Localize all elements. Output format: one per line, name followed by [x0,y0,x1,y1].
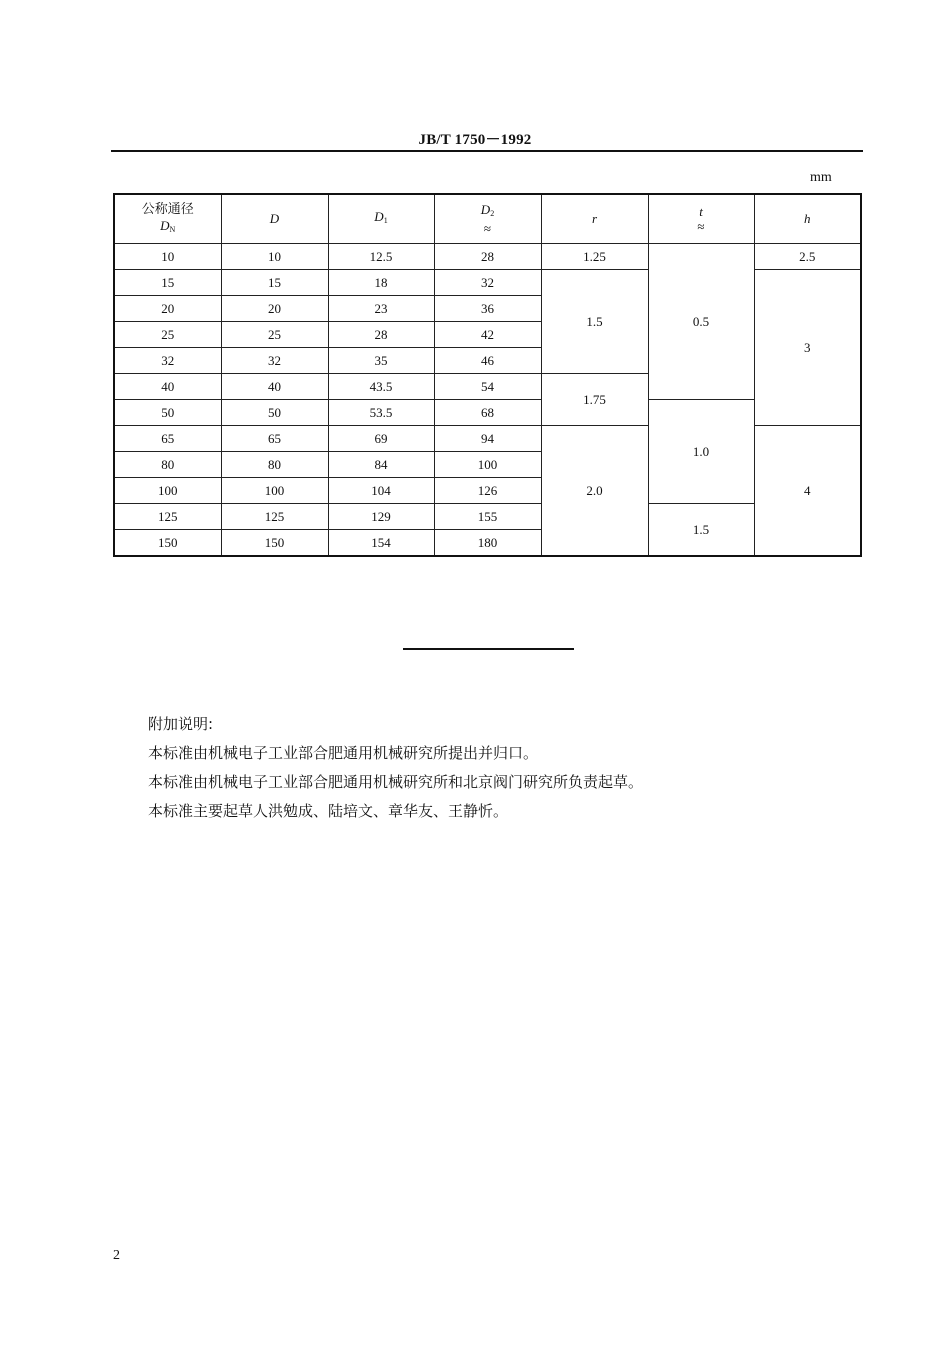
cell-d2: 94 [434,426,541,452]
header-d-label: D [269,211,280,226]
table-row [114,244,861,270]
additional-notes [148,710,868,826]
table-row [114,504,861,530]
cell-dn: 10 [114,244,221,270]
cell-d: 65 [221,426,328,452]
cell-dn: 150 [114,530,221,557]
standard-code-header: JB/T 1750－1992 [418,132,532,148]
cell-h: 4 [754,426,861,557]
cell-d2: 100 [434,452,541,478]
cell-d1: 18 [328,270,434,296]
header-rule [111,150,863,152]
header-d1-label: D [374,209,384,224]
cell-d1: 129 [328,504,434,530]
cell-d1: 104 [328,478,434,504]
header-r-label: r [591,211,598,226]
cell-d2: 180 [434,530,541,557]
cell-d2: 155 [434,504,541,530]
notes-heading: 附加说明: [148,715,214,733]
header-h-label: h [804,211,811,226]
header-dn-symbol: D [160,217,170,233]
cell-d2: 54 [434,374,541,400]
header-t-label: t [699,204,703,219]
table-header-row [114,194,861,244]
cell-d2: 68 [434,400,541,426]
cell-d: 80 [221,452,328,478]
page-number: 2 [113,1248,120,1263]
cell-d1: 35 [328,348,434,374]
cell-d: 25 [221,322,328,348]
header-d2-sub: 2 [490,209,495,218]
cell-d2: 42 [434,322,541,348]
header-dn-cn: 公称通径 [141,201,194,217]
cell-dn: 100 [114,478,221,504]
header-r [541,194,648,244]
cell-dn: 32 [114,348,221,374]
cell-d1: 28 [328,322,434,348]
cell-d: 125 [221,504,328,530]
header-d1-sub: 1 [383,216,388,225]
cell-t: 0.5 [648,244,754,400]
cell-d1: 12.5 [328,244,434,270]
cell-d1: 53.5 [328,400,434,426]
cell-t: 1.5 [648,504,754,557]
cell-d1: 84 [328,452,434,478]
cell-t: 1.0 [648,400,754,504]
header-dn-sub: N [169,224,176,234]
header-d1 [328,194,434,244]
cell-d2: 36 [434,296,541,322]
cell-r: 2.0 [541,426,648,557]
cell-r: 1.25 [541,244,648,270]
header-d2 [434,194,541,244]
cell-d1: 43.5 [328,374,434,400]
unit-label: mm [810,170,832,185]
cell-d2: 126 [434,478,541,504]
cell-d1: 69 [328,426,434,452]
cell-d: 40 [221,374,328,400]
cell-dn: 50 [114,400,221,426]
cell-dn: 125 [114,504,221,530]
notes-line: 本标准由机械电子工业部合肥通用机械研究所提出并归口。 [148,744,539,762]
cell-dn: 20 [114,296,221,322]
cell-h: 3 [754,270,861,426]
cell-d1: 23 [328,296,434,322]
cell-d2: 32 [434,270,541,296]
header-d2-label: D [480,202,491,217]
end-rule [403,648,574,650]
header-t-approx: ≈ [697,219,705,234]
cell-d: 32 [221,348,328,374]
cell-d: 100 [221,478,328,504]
header-t [648,194,754,244]
header-dn [114,194,221,244]
cell-d: 50 [221,400,328,426]
notes-line: 本标准主要起草人洪勉成、陆培文、章华友、王静忻。 [148,802,509,820]
cell-d: 10 [221,244,328,270]
cell-dn: 65 [114,426,221,452]
cell-r: 1.5 [541,270,648,374]
header-d [221,194,328,244]
cell-dn: 15 [114,270,221,296]
cell-d2: 28 [434,244,541,270]
cell-r: 1.75 [541,374,648,426]
dimension-table [113,193,862,557]
cell-d: 20 [221,296,328,322]
cell-d: 150 [221,530,328,557]
cell-dn: 25 [114,322,221,348]
header-h [754,194,861,244]
cell-h: 2.5 [754,244,861,270]
cell-dn: 40 [114,374,221,400]
cell-d: 15 [221,270,328,296]
cell-d1: 154 [328,530,434,557]
cell-dn: 80 [114,452,221,478]
notes-line: 本标准由机械电子工业部合肥通用机械研究所和北京阀门研究所负责起草。 [148,773,644,791]
table-row [114,400,861,426]
cell-d2: 46 [434,348,541,374]
header-d2-approx: ≈ [483,221,492,236]
